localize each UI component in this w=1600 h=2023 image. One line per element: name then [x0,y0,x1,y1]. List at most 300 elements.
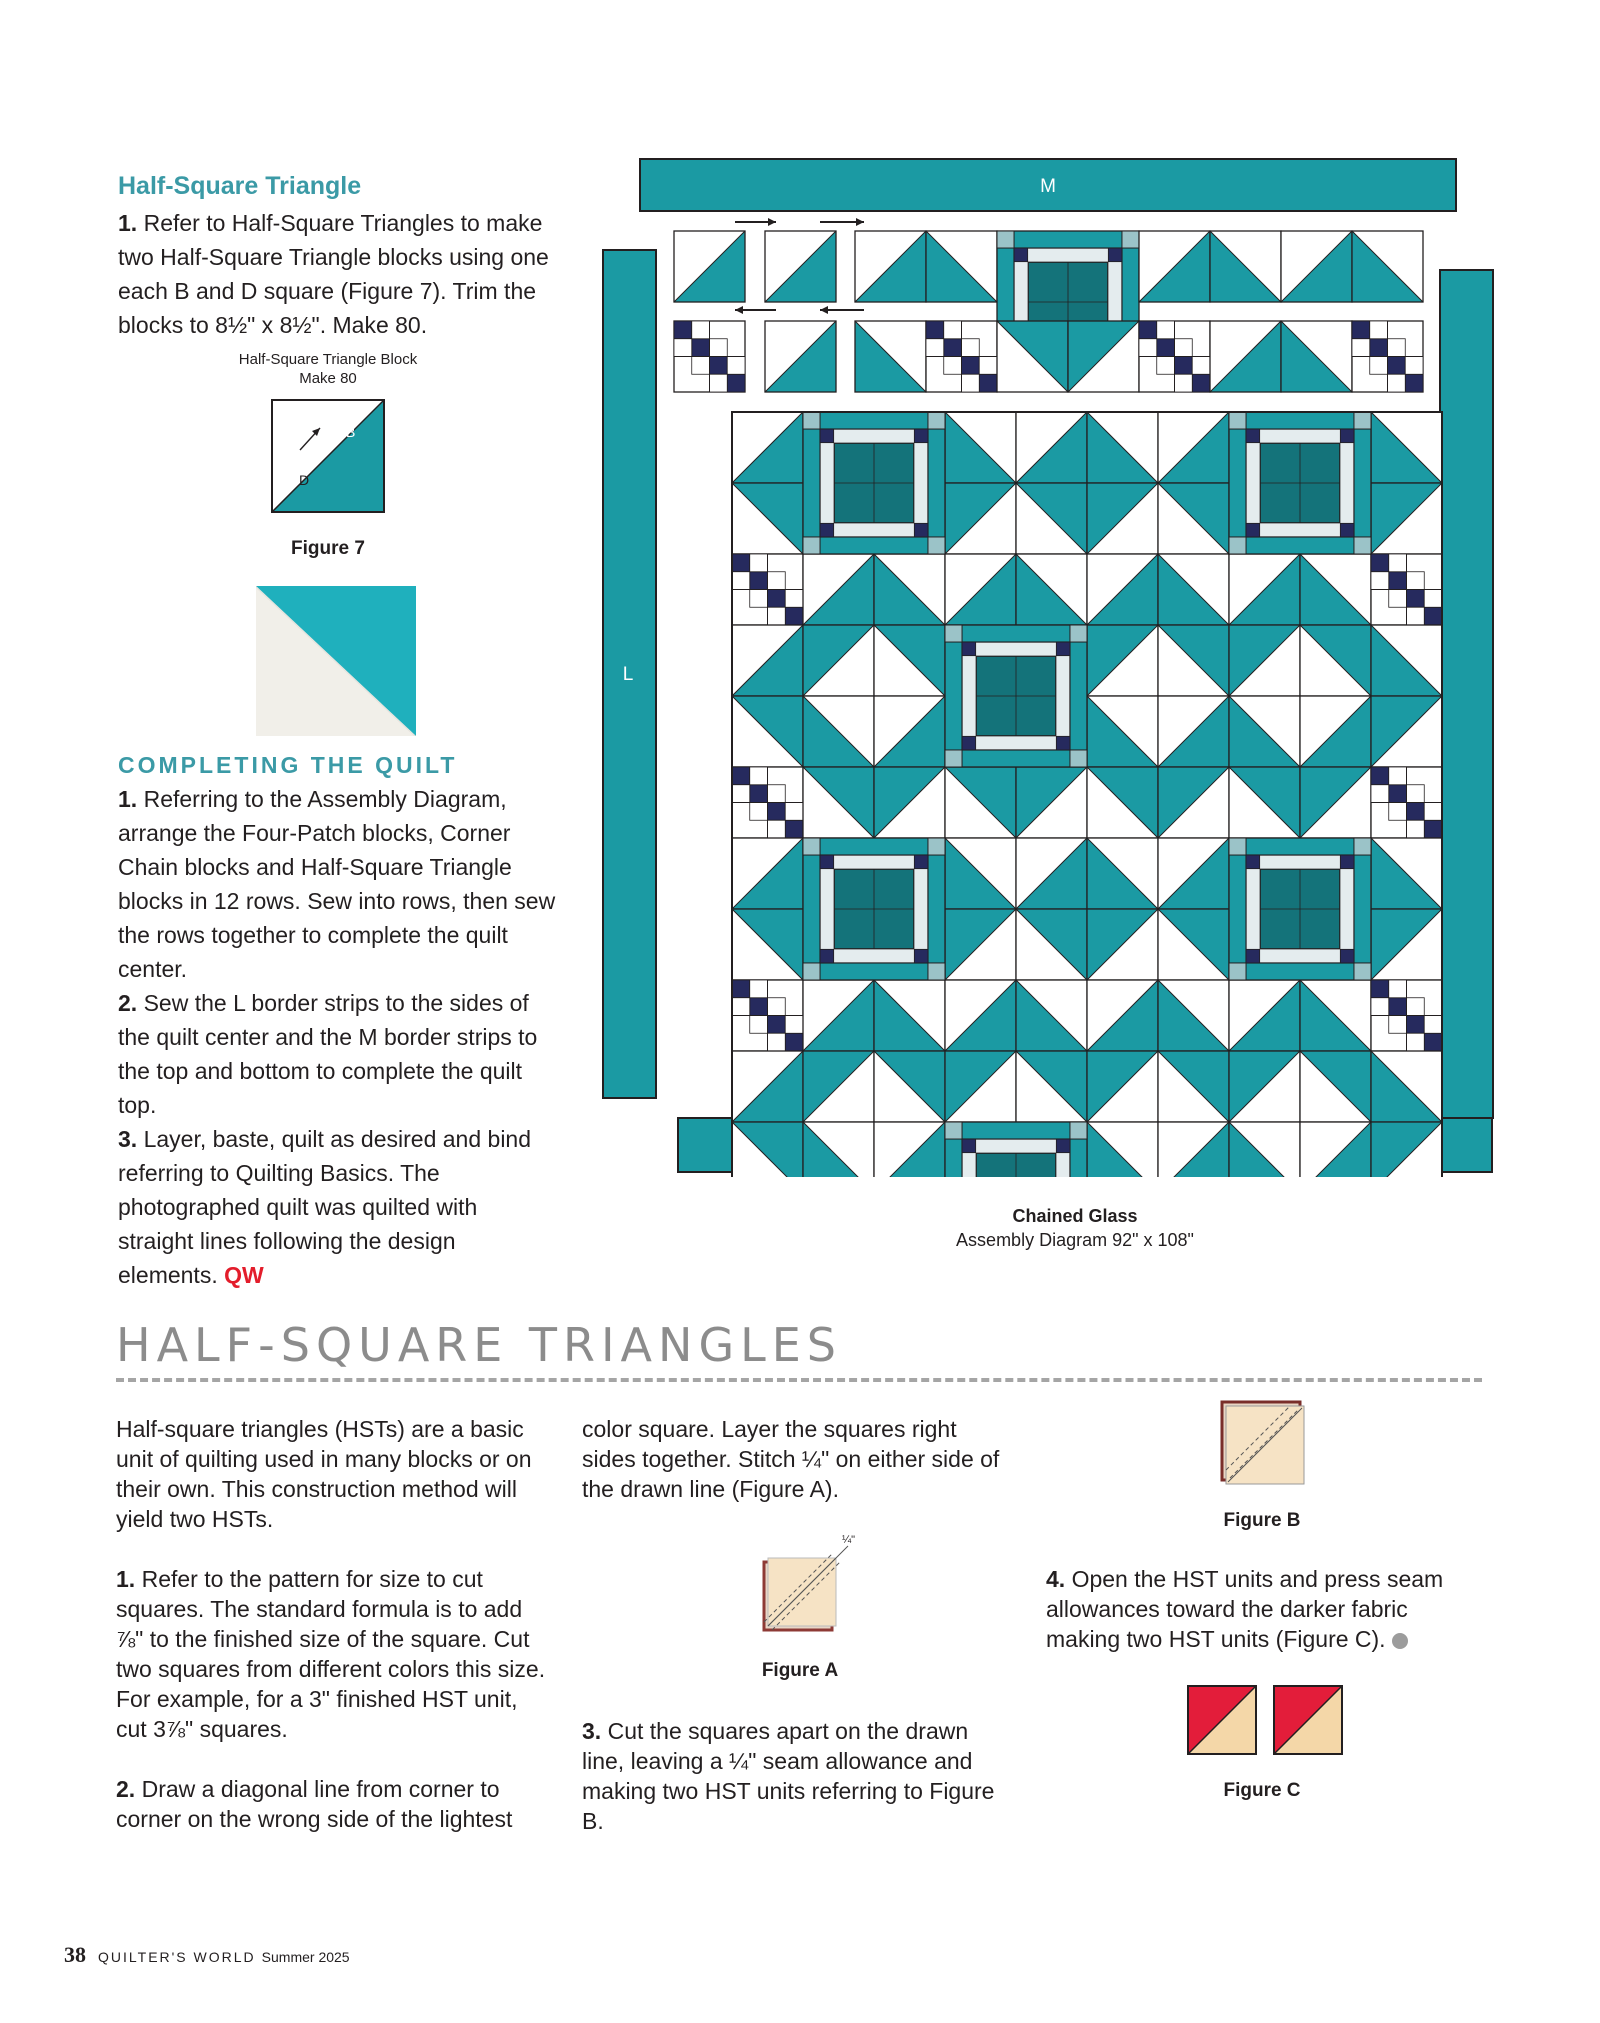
chain-square-light [1424,1016,1442,1034]
window-corner-navy [1056,736,1070,750]
chain-square-navy [750,785,768,803]
hst-block [1229,980,1300,1051]
chain-square-navy [1424,607,1442,625]
end-bullet-icon [1392,1633,1408,1649]
hst-block [732,483,803,554]
chain-square-light [1175,339,1193,357]
chain-square-navy [1424,820,1442,838]
completing-heading: COMPLETING THE QUILT [118,752,458,778]
chain-square-navy [1407,590,1425,608]
hst-block [765,231,836,302]
chain-square-light [962,339,980,357]
hst-block [1229,767,1300,838]
window-corner [1354,838,1371,855]
hst-block [945,412,1016,483]
chain-square-light [1157,321,1175,339]
corner-chain-block [674,321,745,392]
window-corner-navy [820,855,834,869]
hst-block [1158,980,1229,1051]
label-b: B [346,424,356,440]
window-corner [1070,1122,1087,1139]
chain-square-navy [1175,357,1193,375]
window-corner-navy [962,1139,976,1153]
chain-square-navy [674,321,692,339]
chain-square-light [1352,339,1370,357]
window-block [803,838,945,980]
step-number: 4. [1046,1566,1066,1592]
chain-square-light [1407,607,1425,625]
hst-block [945,980,1016,1051]
chain-square-light [732,785,750,803]
step-number: 1. [116,1566,136,1592]
hst-block [803,767,874,838]
chain-square-light [768,785,786,803]
window-corner-navy [820,949,834,963]
hst-block [1371,483,1442,554]
window-corner-navy [1340,855,1354,869]
chain-square-light [1371,998,1389,1016]
assembly-caption-title: Chained Glass [1012,1206,1138,1226]
hst-block [855,231,926,302]
magazine-name: QUILTER'S WORLD [98,1949,256,1965]
window-corner-navy [914,949,928,963]
hst-step-4 [1046,1564,1466,1654]
hst-block [1158,696,1229,767]
hst-block [945,1051,1016,1122]
hst-subheading: Half-Square Triangle [118,172,362,200]
window-corner-navy [1340,429,1354,443]
chain-square-light [1192,357,1210,375]
chain-square-navy [1407,803,1425,821]
window-corner-navy [1246,429,1260,443]
chain-square-light [768,572,786,590]
step-number: 1. [118,786,138,812]
hst-block [803,554,874,625]
chain-square-navy [785,1033,803,1051]
hst-block [1371,1122,1442,1177]
window-corner [803,963,820,980]
step-text: Layer, baste, quilt as desired and bind referring to Quilting Basics. The photographed quilt was quilted with straight lines following the design elements. [118,1126,532,1288]
window-corner [945,625,962,642]
chain-square-navy [1407,1016,1425,1034]
window-corner [928,537,945,554]
pressing-arrowhead [768,218,776,226]
window-corner [1070,750,1087,767]
hst-block [945,909,1016,980]
window-corner-navy [1340,949,1354,963]
hst-block [1087,625,1158,696]
block-title: Half-Square Triangle Block [238,351,418,368]
figure-b-diagram [1218,1398,1310,1488]
hst-block [1229,1051,1300,1122]
corner-chain-block [732,554,803,625]
label-l: L [622,664,634,685]
chain-square-navy [768,803,786,821]
completing-step-1 [118,782,558,986]
hst-block [1158,838,1229,909]
window-corner [803,537,820,554]
hst-block [874,554,945,625]
chain-square-light [750,554,768,572]
hst-block [945,554,1016,625]
chain-square-light [692,357,710,375]
figure-a-quarter-note: ¼" [842,1534,856,1546]
hst-block [732,909,803,980]
window-corner [803,412,820,429]
corner-chain-block [1371,554,1442,625]
chain-square-light [1370,357,1388,375]
hst-block [674,231,745,302]
hst-step-1 [118,206,558,342]
chain-square-light [944,357,962,375]
chain-square-light [1424,803,1442,821]
window-corner-navy [962,736,976,750]
hst-block [1087,483,1158,554]
chain-square-light [710,374,728,392]
corner-chain-block [926,321,997,392]
hst-block [874,980,945,1051]
page-number: 38 [64,1942,86,1967]
hst-block [1229,1122,1300,1177]
window-corner-navy [914,855,928,869]
window-corner [928,963,945,980]
label-m: M [1040,176,1056,197]
qw-end-mark: QW [224,1262,264,1288]
hst-block [945,838,1016,909]
hst-block-diagram [270,398,386,514]
hst-block [945,767,1016,838]
hst-block [1371,625,1442,696]
chain-square-navy [732,554,750,572]
chain-square-navy [1405,374,1423,392]
hst-step-3 [582,1716,1002,1836]
hst-block [1016,980,1087,1051]
hst-block [1087,767,1158,838]
window-corner [997,231,1014,248]
chain-square-light [768,820,786,838]
hst-block [1016,909,1087,980]
step-number: 2. [116,1776,136,1802]
window-corner-navy [1108,248,1122,262]
corner-chain-block [732,980,803,1051]
hst-block [1281,231,1352,302]
chain-square-light [750,590,768,608]
hst-block [1016,838,1087,909]
hst-block [1016,1051,1087,1122]
chain-square-navy [1192,374,1210,392]
chain-square-light [750,767,768,785]
hst-block [1371,909,1442,980]
hst-block [1087,696,1158,767]
chain-square-light [1388,374,1406,392]
window-corner [1229,537,1246,554]
chain-square-navy [1371,554,1389,572]
hst-block [1300,1122,1371,1177]
hst-block [945,483,1016,554]
hst-block [803,696,874,767]
corner-chain-block [1352,321,1423,392]
window-corner-navy [1056,642,1070,656]
hst-block [1300,767,1371,838]
pressing-arrowhead [856,218,864,226]
hst-block [732,1051,803,1122]
chain-square-navy [1157,339,1175,357]
chain-square-light [1389,1016,1407,1034]
hst-block [855,321,926,392]
chain-square-navy [979,374,997,392]
hst-step-2-text [116,1774,552,1834]
chain-square-navy [727,374,745,392]
hst-step-2-continued: color square. Layer the squares right sides together. Stitch ¼" on either side of the drawn line (Figure A). [582,1416,1000,1502]
hst-block [732,625,803,696]
figure-a-caption: Figure A [761,1660,839,1681]
hst-block [1158,909,1229,980]
exploded-rows [674,231,1423,392]
completing-step-3 [118,1122,558,1292]
chain-square-light [1389,590,1407,608]
chain-square-light [692,321,710,339]
chain-square-light [1405,357,1423,375]
chain-square-navy [710,357,728,375]
step-number: 2. [118,990,138,1016]
chain-square-navy [1371,980,1389,998]
hst-intro: Half-square triangles (HSTs) are a basic unit of quilting used in many blocks or on their own. This construction method will yield two HSTs. [116,1416,532,1532]
chain-square-light [768,607,786,625]
figure-c-diagram [1186,1684,1346,1756]
chain-square-light [1371,572,1389,590]
window-corner [928,412,945,429]
chain-square-light [1139,339,1157,357]
hst-block [1281,321,1352,392]
hst-block [1087,554,1158,625]
chain-square-light [1407,572,1425,590]
window-corner-navy [914,429,928,443]
hst-block [1016,767,1087,838]
figure-7-caption: Figure 7 [291,538,365,559]
hst-block [1371,412,1442,483]
chain-square-light [1370,321,1388,339]
hst-block [1352,231,1423,302]
hst-block [1371,838,1442,909]
hst-block [1087,1122,1158,1177]
hst-block [1087,838,1158,909]
hst-block [1210,321,1281,392]
hst-block [874,1122,945,1177]
hst-block [1229,625,1300,696]
hst-block [1229,554,1300,625]
hst-block [1371,696,1442,767]
chain-square-navy [768,590,786,608]
chain-square-navy [926,321,944,339]
window-corner [1070,625,1087,642]
chain-square-navy [1371,767,1389,785]
chain-square-light [1407,785,1425,803]
chain-square-light [785,1016,803,1034]
hst-block [1087,909,1158,980]
window-corner [945,1122,962,1139]
chain-square-light [926,339,944,357]
figure-b-caption: Figure B [1223,1510,1301,1531]
window-corner-navy [1246,523,1260,537]
window-corner [803,838,820,855]
assembly-caption-sub: Assembly Diagram 92" x 108" [956,1230,1194,1250]
chain-square-light [785,803,803,821]
hst-block [1016,412,1087,483]
chain-square-light [732,998,750,1016]
corner-chain-block [1139,321,1210,392]
chain-square-navy [1388,357,1406,375]
completing-steps [118,782,558,1292]
chain-square-light [710,339,728,357]
corner-chain-block [732,767,803,838]
hst-block [732,838,803,909]
window-corner [1229,412,1246,429]
hst-block [803,625,874,696]
chain-square-light [1389,767,1407,785]
chain-square-light [1371,785,1389,803]
chain-square-navy [1352,321,1370,339]
window-corner [1229,963,1246,980]
chain-square-navy [962,357,980,375]
step-text: Refer to the pattern for size to cut squares. The standard formula is to add ⅞" to the finished size of the square. Cut two squares from different colors this size. For example, for a 3" finished HST unit, cut 3⅞" squares. [116,1566,546,1742]
window-corner-navy [914,523,928,537]
chain-square-navy [1389,998,1407,1016]
step-number: 1. [118,210,138,236]
chain-square-navy [750,998,768,1016]
window-corner-navy [1246,949,1260,963]
hst-block [1158,554,1229,625]
chain-square-light [1175,374,1193,392]
chain-square-light [750,980,768,998]
chain-square-light [768,998,786,1016]
chain-square-light [674,339,692,357]
chain-square-navy [732,980,750,998]
chain-square-light [1389,554,1407,572]
step-text: Open the HST units and press seam allowances toward the darker fabric making two HST units (Figure C). [1046,1566,1444,1652]
hst-section-title: HALF-SQUARE TRIANGLES [116,1318,842,1372]
hst-block [1371,1051,1442,1122]
completing-step-2 [118,986,558,1122]
window-corner [945,750,962,767]
chain-square-light [979,357,997,375]
window-corner [1354,963,1371,980]
chain-square-light [785,590,803,608]
hst-block [874,1051,945,1122]
hst-block [1158,483,1229,554]
chain-square-light [1157,357,1175,375]
chain-square-light [732,572,750,590]
hst-block [1229,696,1300,767]
chain-square-light [727,357,745,375]
hst-block [1158,1051,1229,1122]
step-text: Sew the L border strips to the sides of the quilt center and the M border strips to the top and bottom to complete the quilt top. [118,990,538,1118]
chain-square-navy [1389,572,1407,590]
chain-square-light [1389,803,1407,821]
window-corner-navy [962,642,976,656]
chain-square-light [1407,998,1425,1016]
hst-block [1139,231,1210,302]
assembly-diagram [600,155,1500,1177]
step-text: Refer to Half-Square Triangles to make two Half-Square Triangle blocks using one each B and D square (Figure 7). Trim the blocks to 8½" x 8½". Make 80. [118,210,549,338]
window-corner-navy [820,429,834,443]
chain-square-navy [1139,321,1157,339]
window-corner-navy [1340,523,1354,537]
hst-block [732,696,803,767]
label-d: D [299,472,310,488]
hst-block [803,1051,874,1122]
chain-square-light [750,803,768,821]
chain-square-navy [692,339,710,357]
block-make-count: Make 80 [299,370,357,387]
corner-chain-block [1371,980,1442,1051]
chain-square-navy [1370,339,1388,357]
hst-block [1300,980,1371,1051]
hst-col-2 [582,1414,1002,1504]
window-corner-navy [820,523,834,537]
figure-a-diagram [760,1536,856,1632]
pressing-arrowhead [735,306,743,314]
chain-square-navy [785,607,803,625]
hst-block [1300,1051,1371,1122]
window-corner [1354,412,1371,429]
hst-block [1158,625,1229,696]
hst-block [1210,231,1281,302]
l-border-right [1440,270,1493,1118]
hst-col-1 [116,1414,552,1834]
chain-square-navy [768,1016,786,1034]
chain-square-navy [944,339,962,357]
chain-square-light [768,1033,786,1051]
chain-square-navy [1389,785,1407,803]
window-corner [1122,231,1139,248]
chain-square-light [1407,820,1425,838]
hst-block [732,1122,803,1177]
step-number: 3. [118,1126,138,1152]
window-corner-navy [1246,855,1260,869]
window-corner-navy [1014,248,1028,262]
corner-chain-block [1371,767,1442,838]
chain-square-light [750,1016,768,1034]
hst-block [874,625,945,696]
chain-square-navy [732,767,750,785]
window-corner-navy [1056,1139,1070,1153]
hst-block [1300,554,1371,625]
hst-block [1016,554,1087,625]
hst-block [1068,321,1139,392]
chain-square-light [962,374,980,392]
dashed-rule [116,1378,1482,1382]
window-corner [928,838,945,855]
hst-block [1158,1122,1229,1177]
hst-block [874,696,945,767]
chain-square-light [1389,980,1407,998]
window-block [803,412,945,554]
chain-square-navy [1424,1033,1442,1051]
chain-square-navy [750,572,768,590]
step-text: Referring to the Assembly Diagram, arrange the Four-Patch blocks, Corner Chain blocks and Half-Square Triangle blocks in 12 rows. Sew into rows, then sew the rows together to complete the quilt center. [118,786,556,982]
window-block [945,625,1087,767]
hst-block [803,980,874,1051]
hst-block [926,231,997,302]
hst-block [1300,625,1371,696]
hst-block [1158,412,1229,483]
window-block [945,1122,1087,1177]
hst-block [765,321,836,392]
step-text: Cut the squares apart on the drawn line, leaving a ¼" seam allowance and making two HST units referring to Figure B. [582,1718,995,1834]
hst-block [1087,980,1158,1051]
page-footer [64,1942,350,1968]
hst-block [1016,483,1087,554]
